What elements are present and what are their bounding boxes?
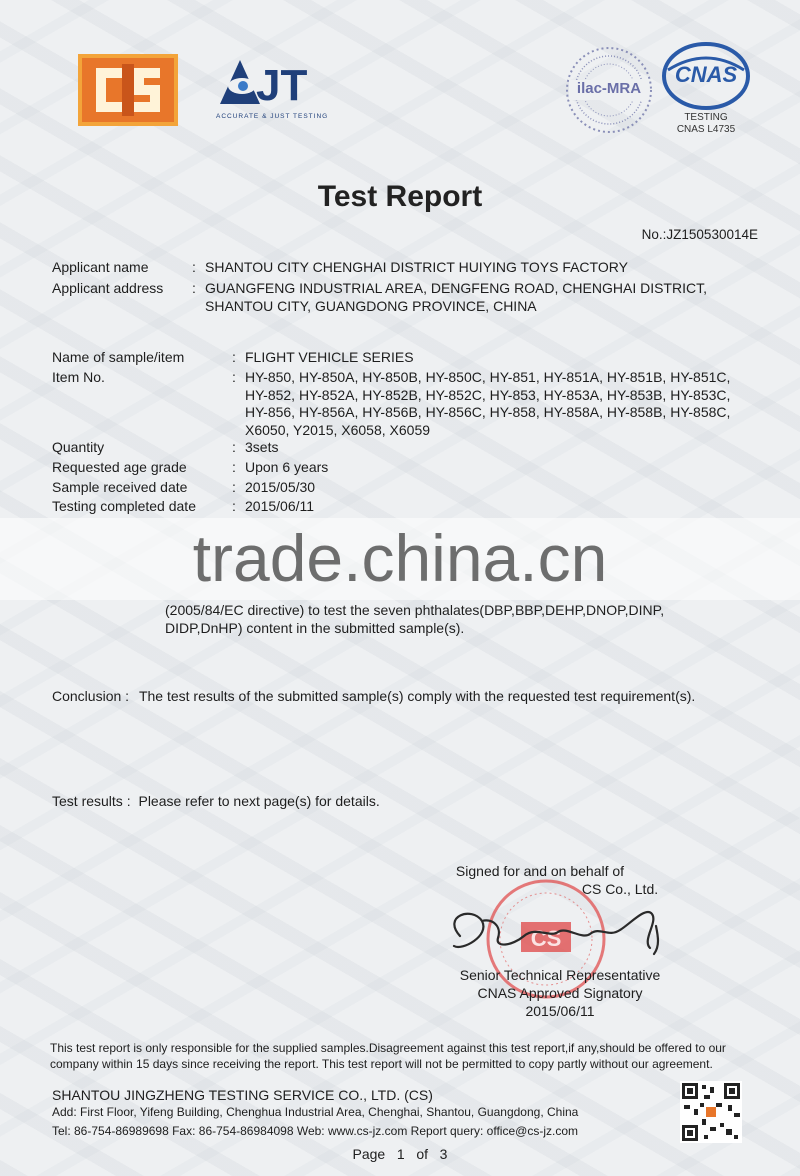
- signature-date: 2015/06/11: [525, 1003, 595, 1019]
- footer-address: Add: First Floor, Yifeng Building, Chenghua Industrial Area, Chenghai, Shantou, Guangdong, China: [52, 1105, 579, 1119]
- item-no-line: X6050, Y2015, X6058, X6059: [245, 422, 431, 438]
- handwritten-signature: [432, 896, 672, 966]
- colon: :: [232, 369, 236, 385]
- colon: :: [232, 479, 236, 495]
- conclusion-label: Conclusion :: [52, 688, 130, 704]
- test-results: [52, 793, 380, 809]
- test-request-line: DIDP,DnHP) content in the submitted sample(s).: [165, 620, 465, 636]
- quantity-value: 3sets: [245, 439, 279, 455]
- test-request-paragraph: [165, 601, 725, 637]
- received-date-value: 2015/05/30: [245, 479, 316, 495]
- colon: :: [232, 459, 236, 475]
- quantity-label: Quantity: [52, 439, 105, 455]
- disclaimer: This test report is only responsible for the supplied samples.Disagreement against this test report,if any,should be offered to our company within 15 days since receiving the report. This test report will not be permitted to copy partly without our agreement.: [50, 1041, 726, 1071]
- footer-company: SHANTOU JINGZHENG TESTING SERVICE CO., LTD. (CS): [52, 1087, 433, 1103]
- qr-code: [680, 1081, 742, 1143]
- cnas-code: CNAS L4735: [676, 124, 736, 135]
- ajt-tagline: ACCURATE & JUST TESTING: [216, 113, 329, 120]
- item-no-label: Item No.: [52, 369, 105, 385]
- signing-company: CS Co., Ltd.: [581, 881, 659, 897]
- completed-date-label: Testing completed date: [52, 498, 196, 514]
- cts-logo: [78, 54, 178, 126]
- ilac-mra-text: ilac-MRA: [576, 80, 642, 97]
- sample-name-label: Name of sample/item: [52, 349, 185, 365]
- signatory-title: Senior Technical Representative: [459, 967, 661, 983]
- item-no-line: HY-852, HY-852A, HY-852B, HY-852C, HY-853, HY-853A, HY-853B, HY-853C,: [245, 387, 731, 403]
- colon: :: [192, 280, 196, 296]
- applicant-address-label: Applicant address: [52, 280, 164, 296]
- ajt-logo: [216, 56, 336, 122]
- cnas-testing-label: TESTING: [684, 112, 728, 123]
- colon: :: [192, 259, 196, 275]
- completed-date-value: 2015/06/11: [245, 498, 315, 514]
- conclusion-text: The test results of the submitted sample(s) comply with the requested test requirement(s).: [138, 688, 696, 704]
- item-no-line: HY-850, HY-850A, HY-850B, HY-850C, HY-851, HY-851A, HY-851B, HY-851C,: [245, 369, 731, 385]
- signatory-role: CNAS Approved Signatory: [477, 985, 643, 1001]
- age-grade-value: Upon 6 years: [245, 459, 329, 475]
- received-date-label: Sample received date: [52, 479, 188, 495]
- report-number: No.:JZ150530014E: [641, 227, 758, 242]
- colon: :: [232, 439, 236, 455]
- watermark: trade.china.cn: [192, 521, 608, 595]
- applicant-address-line: SHANTOU CITY, GUANGDONG PROVINCE, CHINA: [205, 298, 537, 314]
- page-title: Test Report: [317, 180, 483, 213]
- test-results-label: Test results :: [52, 793, 131, 809]
- applicant-name-label: Applicant name: [52, 259, 149, 275]
- colon: :: [232, 349, 236, 365]
- applicant-name-value: SHANTOU CITY CHENGHAI DISTRICT HUIYING TOYS FACTORY: [205, 259, 628, 275]
- applicant-address-line: GUANGFENG INDUSTRIAL AREA, DENGFENG ROAD, CHENGHAI DISTRICT,: [205, 280, 707, 296]
- conclusion: [52, 688, 695, 704]
- stamp-text: CS: [530, 926, 562, 951]
- item-no-line: HY-856, HY-856A, HY-856B, HY-856C, HY-858, HY-858A, HY-858B, HY-858C,: [245, 404, 731, 420]
- footer-contact: Tel: 86-754-86989698 Fax: 86-754-86984098 Web: www.cs-jz.com Report query: office@cs-jz.com: [52, 1124, 578, 1138]
- page-number: Page 1 of 3: [352, 1146, 448, 1162]
- test-results-text: Please refer to next page(s) for details.: [138, 793, 380, 809]
- age-grade-label: Requested age grade: [52, 459, 187, 475]
- sample-name-value: FLIGHT VEHICLE SERIES: [245, 349, 414, 365]
- test-request-line: (2005/84/EC directive) to test the seven phthalates(DBP,BBP,DEHP,DNOP,DINP,: [165, 602, 665, 618]
- cnas-logo: [660, 40, 752, 136]
- ilac-mra-logo: [563, 44, 655, 136]
- signed-for-label: Signed for and on behalf of: [455, 863, 625, 879]
- ajt-logo-letters: JT: [256, 61, 308, 106]
- colon: :: [232, 498, 236, 514]
- cnas-text: CNAS: [674, 62, 738, 87]
